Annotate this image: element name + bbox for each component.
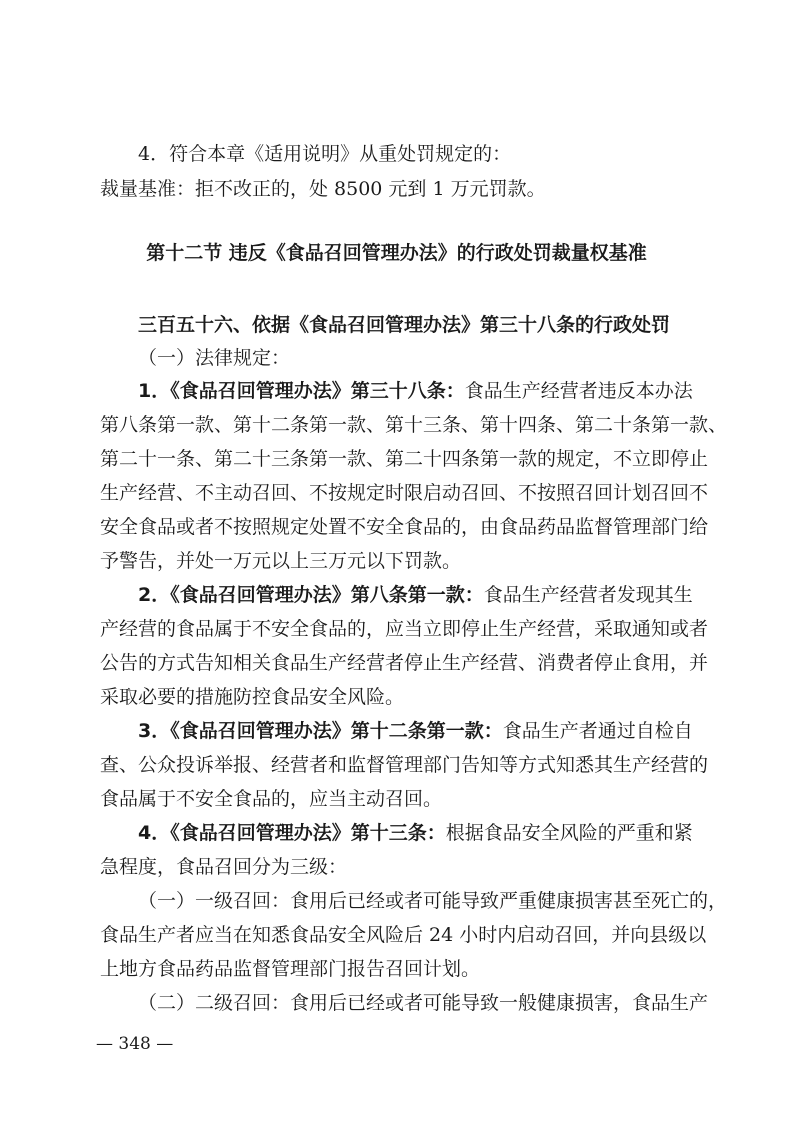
paragraph-line: 查、公众投诉举报、经营者和监督管理部门告知等方式知悉其生产经营的: [100, 754, 709, 776]
paragraph-line: 食品生产者应当在知悉食品安全风险后 24 小时内启动召回，并向县级以: [100, 924, 707, 946]
clause-text: 食品生产者通过自检自: [502, 720, 693, 742]
clause-lead: 4．《食品召回管理办法》第十三条：: [138, 822, 446, 844]
clause-lead: 2．《食品召回管理办法》第八条第一款：: [138, 584, 484, 606]
paragraph-line: [138, 718, 693, 744]
article-title: 三百五十六、依据《食品召回管理办法》第三十八条的行政处罚: [138, 314, 671, 336]
paragraph-line: 安全食品或者不按照规定处置不安全食品的，由食品药品监督管理部门给: [100, 516, 709, 538]
clause-text: 根据食品安全风险的严重和紧: [445, 822, 693, 844]
paragraph-line: [138, 378, 693, 404]
paragraph-line: 上地方食品药品监督管理部门报告召回计划。: [100, 958, 481, 980]
paragraph-line: 第八条第一款、第十二条第一款、第十三条、第十四条、第二十条第一款、: [100, 414, 728, 436]
paragraph-line: [138, 820, 693, 846]
clause-lead: 1．《食品召回管理办法》第三十八条：: [138, 380, 465, 402]
paragraph-line: 急程度，食品召回分为三级：: [100, 856, 348, 878]
paragraph-line: 食品属于不安全食品的，应当主动召回。: [100, 788, 443, 810]
clause-text: 食品生产经营者发现其生: [483, 584, 693, 606]
paragraph-line: [138, 582, 693, 608]
paragraph-line: （一）一级召回：食用后已经或者可能导致严重健康损害甚至死亡的，: [138, 890, 728, 912]
clause-lead: 3．《食品召回管理办法》第十二条第一款：: [138, 720, 503, 742]
paragraph-line: 采取必要的措施防控食品安全风险。: [100, 686, 405, 708]
page-number: — 348 —: [96, 1034, 174, 1054]
paragraph-line: 予警告，并处一万元以上三万元以下罚款。: [100, 550, 462, 572]
paragraph-line: （二）二级召回：食用后已经或者可能导致一般健康损害，食品生产: [138, 992, 709, 1014]
text-line: 裁量基准：拒不改正的，处 8500 元到 1 万元罚款。: [100, 178, 546, 200]
paragraph-line: 生产经营、不主动召回、不按规定时限启动召回、不按照召回计划召回不: [100, 482, 709, 504]
clause-text: 食品生产经营者违反本办法: [464, 380, 693, 402]
text-line: 4．符合本章《适用说明》从重处罚规定的：: [138, 143, 512, 165]
paragraph-line: 产经营的食品属于不安全食品的，应当立即停止生产经营，采取通知或者: [100, 618, 709, 640]
sub-heading: （一）法律规定：: [138, 347, 291, 369]
section-title: 第十二节 违反《食品召回管理办法》的行政处罚裁量权基准: [146, 242, 647, 264]
paragraph-line: 第二十一条、第二十三条第一款、第二十四条第一款的规定，不立即停止: [100, 448, 709, 470]
paragraph-line: 公告的方式告知相关食品生产经营者停止生产经营、消费者停止食用，并: [100, 652, 709, 674]
